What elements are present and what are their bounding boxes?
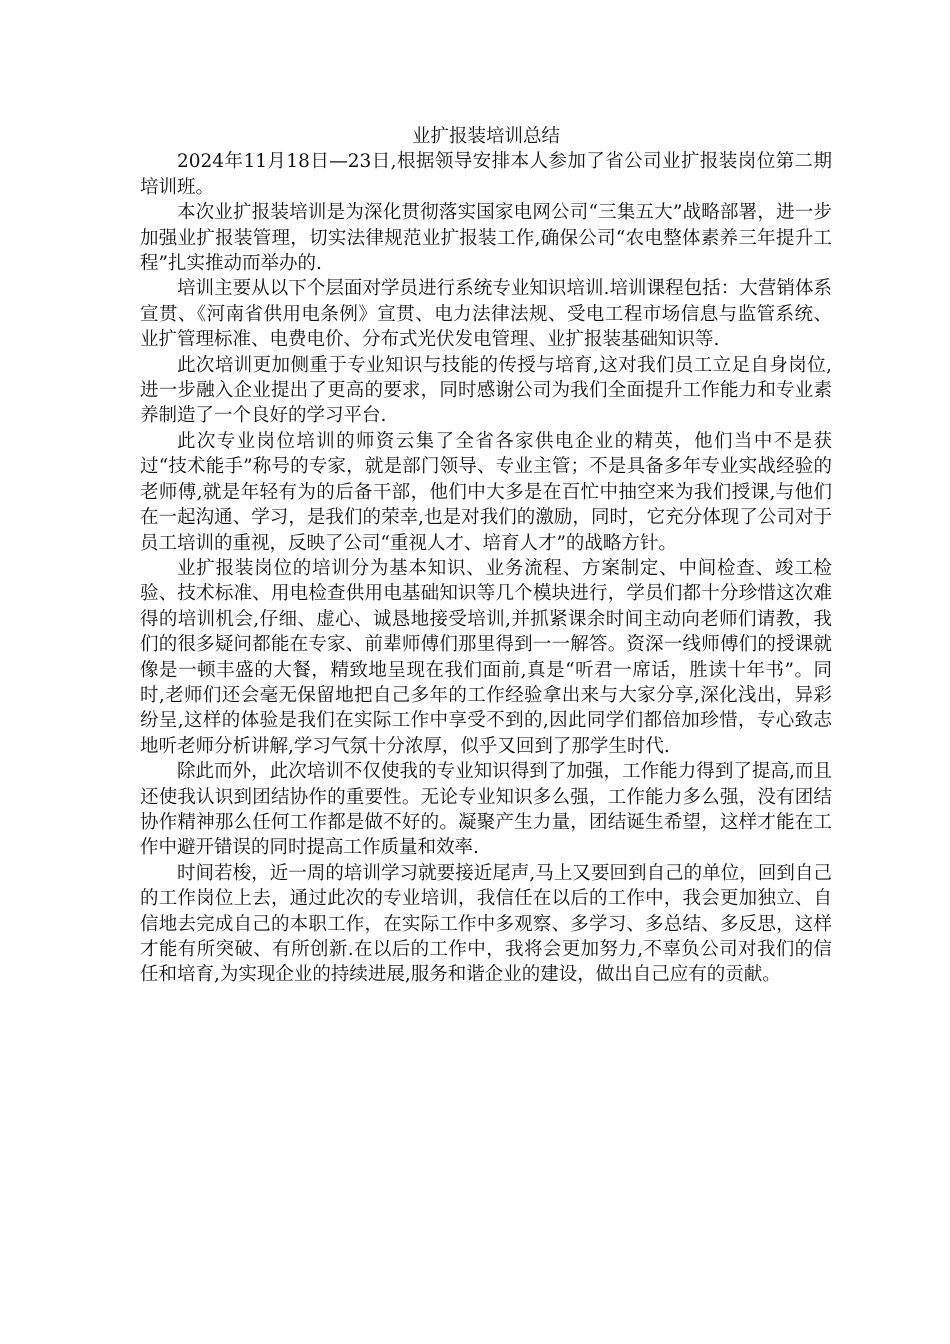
paragraph-6: 业扩报装岗位的培训分为基本知识、业务流程、方案制定、中间检查、竣工检验、技术标准、用电检查供用电基础知识等几个模块进行，学员们都十分珍惜这次难得的培训机会,仔细、虚心、诚恳地接受培训,并抓紧课余时间主动向老师们请教，我们的很多疑问都能在专家、前辈师傅们那里得到一一解答。资深一线师傅们的授课就像是一顿丰盛的大餐，精致地呈现在我们面前,真是“听君一席话，胜读十年书”。同时,老师们还会毫无保留地把自己多年的工作经验拿出来与大家分享,深化浅出，异彩纷呈,这样的体验是我们在实际工作中享受不到的,因此同学们都倍加珍惜，专心致志地听老师分析讲解,学习气氛十分浓厚，似乎又回到了那学生时代. — [140, 557, 832, 757]
paragraph-3: 培训主要从以下个层面对学员进行系统专业知识培训.培训课程包括：大营销体系宣贯、《河南省供用电条例》宣贯、电力法律法规、受电工程市场信息与监管系统、业扩管理标准、电费电价、分布式光伏发电管理、业扩报装基础知识等. — [140, 278, 832, 351]
paragraph-2: 本次业扩报装培训是为深化贯彻落实国家电网公司“三集五大”战略部署，进一步加强业扩报装管理，切实法律规范业扩报装工作,确保公司“农电整体素养三年提升工程”扎实推动而举办的. — [140, 202, 832, 275]
document-page — [140, 124, 832, 988]
document-title: 业扩报装培训总结 — [411, 126, 560, 147]
paragraph-7: 除此而外，此次培训不仅使我的专业知识得到了加强，工作能力得到了提高,而且还使我认识到团结协作的重要性。无论专业知识多么强，工作能力多么强，没有团结协作精神那么任何工作都是做不好的。凝聚产生力量，团结诞生希望，这样才能在工作中避开错误的同时提高工作质量和效率. — [140, 761, 832, 859]
paragraph-1: 2024年11月18日—23日,根据领导安排本人参加了省公司业扩报装岗位第二期培训班。 — [140, 151, 832, 198]
paragraph-8: 时间若梭，近一周的培训学习就要接近尾声,马上又要回到自己的单位，回到自己的工作岗位上去，通过此次的专业培训，我信任在以后的工作中，我会更加独立、自信地去完成自己的本职工作，在实际工作中多观察、多学习、多总结、多反思，这样才能有所突破、有所创新.在以后的工作中，我将会更加努力,不辜负公司对我们的信任和培育,为实现企业的持续进展,服务和谐企业的建设，做出自己应有的贡献。 — [140, 862, 832, 986]
paragraph-5: 此次专业岗位培训的师资云集了全省各家供电企业的精英，他们当中不是获过“技术能手”称号的专家，就是部门领导、专业主管；不是具备多年专业实战经验的老师傅,就是年轻有为的后备干部，他们中大多是在百忙中抽空来为我们授课,与他们在一起沟通、学习，是我们的荣幸,也是对我们的激励，同时，它充分体现了公司对于员工培训的重视，反映了公司“重视人才、培育人才”的战略方针。 — [140, 430, 832, 554]
paragraph-4: 此次培训更加侧重于专业知识与技能的传授与培育,这对我们员工立足自身岗位,进一步融入企业提出了更高的要求，同时感谢公司为我们全面提升工作能力和专业素养制造了一个良好的学习平台. — [140, 354, 832, 427]
